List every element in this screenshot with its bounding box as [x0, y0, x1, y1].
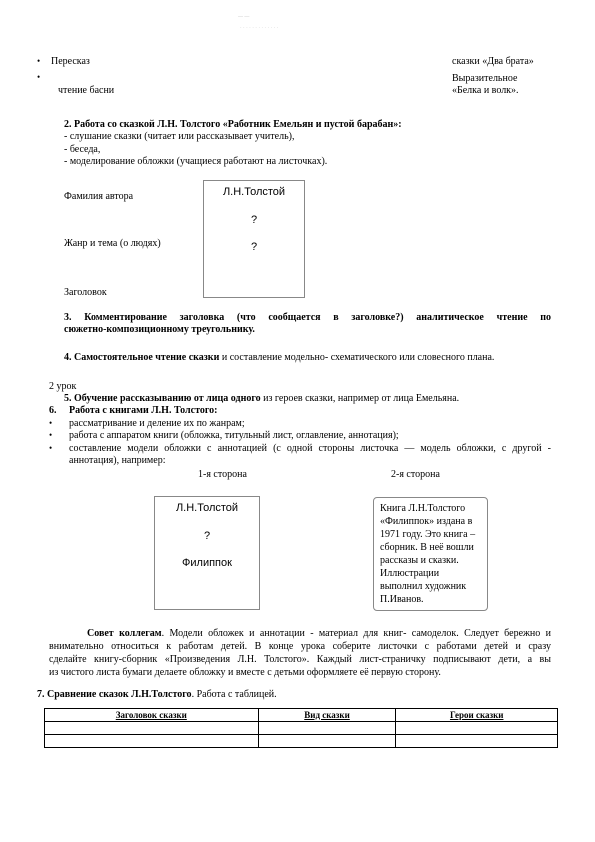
lesson2-bullet: работа с аппаратом книги (обложка, титульный лист, оглавление, аннотация); — [69, 430, 399, 441]
section2-item: - слушание сказки (читает или рассказывает учитель), — [64, 131, 295, 142]
table-header-heroes: Герои сказки — [396, 709, 558, 722]
annotation-line: Книга Л.Н.Толстого — [380, 503, 466, 514]
bullet-marker: • — [49, 430, 53, 440]
cover-author: Л.Н.Толстой — [222, 186, 286, 198]
advice-line: сделайте книгу-сборник «Произведения Л.Н. Толстого». Каждый лист-страничку подписывают дети, а вы — [49, 654, 551, 665]
lesson2-label: 2 урок — [49, 381, 77, 392]
table-row — [45, 722, 558, 735]
section2-item: - беседа, — [64, 144, 101, 155]
annotation-box — [373, 497, 488, 611]
advice-line1 — [49, 628, 551, 639]
section7-line — [37, 689, 277, 700]
retelling-label: Пересказ — [51, 56, 90, 67]
section4-line — [64, 352, 494, 363]
section4-rest: и составление модельно- схематического или словесного плана. — [219, 352, 495, 363]
table-row — [45, 735, 558, 748]
fable-reading-label: чтение басни — [58, 85, 115, 96]
item5-bold: 5. Обучение рассказыванию от лица одного — [64, 393, 261, 404]
genre-label: Жанр и тема (о людях) — [64, 238, 161, 249]
lesson2-bullet: рассматривание и деление их по жанрам; — [69, 418, 245, 429]
expressive-label: Выразительное — [452, 73, 518, 84]
item6-number: 6. — [49, 405, 57, 416]
annotation-line: рассказы и сказки. — [380, 555, 459, 566]
lesson2-bullet-cont: аннотация), например: — [69, 455, 166, 466]
annotation-text — [380, 502, 475, 606]
side1-label: 1-я сторона — [198, 469, 247, 480]
bullet-marker: • — [37, 56, 41, 66]
header-mark: — — — [238, 14, 250, 20]
section3-line2: сюжетно-композиционному треугольнику. — [64, 324, 255, 335]
table-cell — [45, 722, 259, 735]
bullet-marker: • — [49, 443, 53, 453]
cover-example-title: Филиппок — [182, 557, 232, 569]
bullet-marker: • — [49, 418, 53, 428]
cover-question: ? — [250, 241, 258, 253]
annotation-line: «Филиппок» издана в — [380, 516, 473, 527]
advice-bold: Совет коллегам — [87, 628, 162, 639]
bullet-marker: • — [37, 72, 41, 82]
title-label: Заголовок — [64, 287, 107, 298]
cover-question: ? — [250, 214, 258, 226]
advice-text: . Модели обложек и аннотации - материал для книг- самоделок. Следует бережно и — [161, 628, 551, 639]
table-header-title: Заголовок сказки — [45, 709, 259, 722]
item5-line — [64, 393, 459, 404]
annotation-line: Иллюстрации — [380, 568, 440, 579]
annotation-line: 1971 году. Это книга – — [380, 529, 476, 540]
table-cell — [258, 735, 396, 748]
advice-line: внимательно относиться к работам детей. В конце урока соберите листочки с работами детей и сразу — [49, 641, 551, 652]
side2-label: 2-я сторона — [391, 469, 440, 480]
section3-line1: 3. Комментирование заголовка (что сообщается в заголовке?) аналитическое чтение по — [64, 312, 551, 323]
table-cell — [45, 735, 259, 748]
annotation-line: сборник. В неё вошли — [380, 542, 474, 553]
section7-rest: . Работа с таблицей. — [191, 689, 277, 700]
table-cell — [258, 722, 396, 735]
advice-line: из чистого листа бумаги делаете обложку и вместе с детьми оформляете её первую сторону. — [49, 667, 441, 678]
cover-model-box — [203, 180, 305, 298]
lesson2-bullet: составление модели обложки с аннотацией (с одной стороны листочка — модель обложки, с другой - — [69, 443, 551, 454]
table-header-type: Вид сказки — [258, 709, 396, 722]
annotation-line: выполнил художник — [380, 581, 467, 592]
section2-title: 2. Работа со сказкой Л.Н. Толстого «Работник Емельян и пустой барабан»: — [64, 119, 402, 130]
section2-item: - моделирование обложки (учащиеся работают на листочках). — [64, 156, 328, 167]
section7-bold: 7. Сравнение сказок Л.Н.Толстого — [37, 689, 192, 700]
cover-example-question: ? — [203, 530, 211, 542]
annotation-line: П.Иванов. — [380, 594, 424, 605]
fable-name: «Белка и волк». — [452, 85, 519, 96]
tale-two-brothers: сказки «Два брата» — [452, 56, 534, 67]
header-faint-text: · · · · · · · · · · · · · — [240, 25, 279, 31]
item5-rest: из героев сказки, например от лица Емельяна. — [260, 393, 460, 404]
table-cell — [396, 735, 558, 748]
item6-title: Работа с книгами Л.Н. Толстого: — [69, 405, 218, 416]
author-label: Фамилия автора — [64, 191, 134, 202]
comparison-table — [44, 708, 558, 748]
cover-example-author: Л.Н.Толстой — [175, 502, 239, 514]
cover-example-box — [154, 496, 260, 610]
table-header-row — [45, 709, 558, 722]
section4-bold: 4. Самостоятельное чтение сказки — [64, 352, 220, 363]
table-cell — [396, 722, 558, 735]
